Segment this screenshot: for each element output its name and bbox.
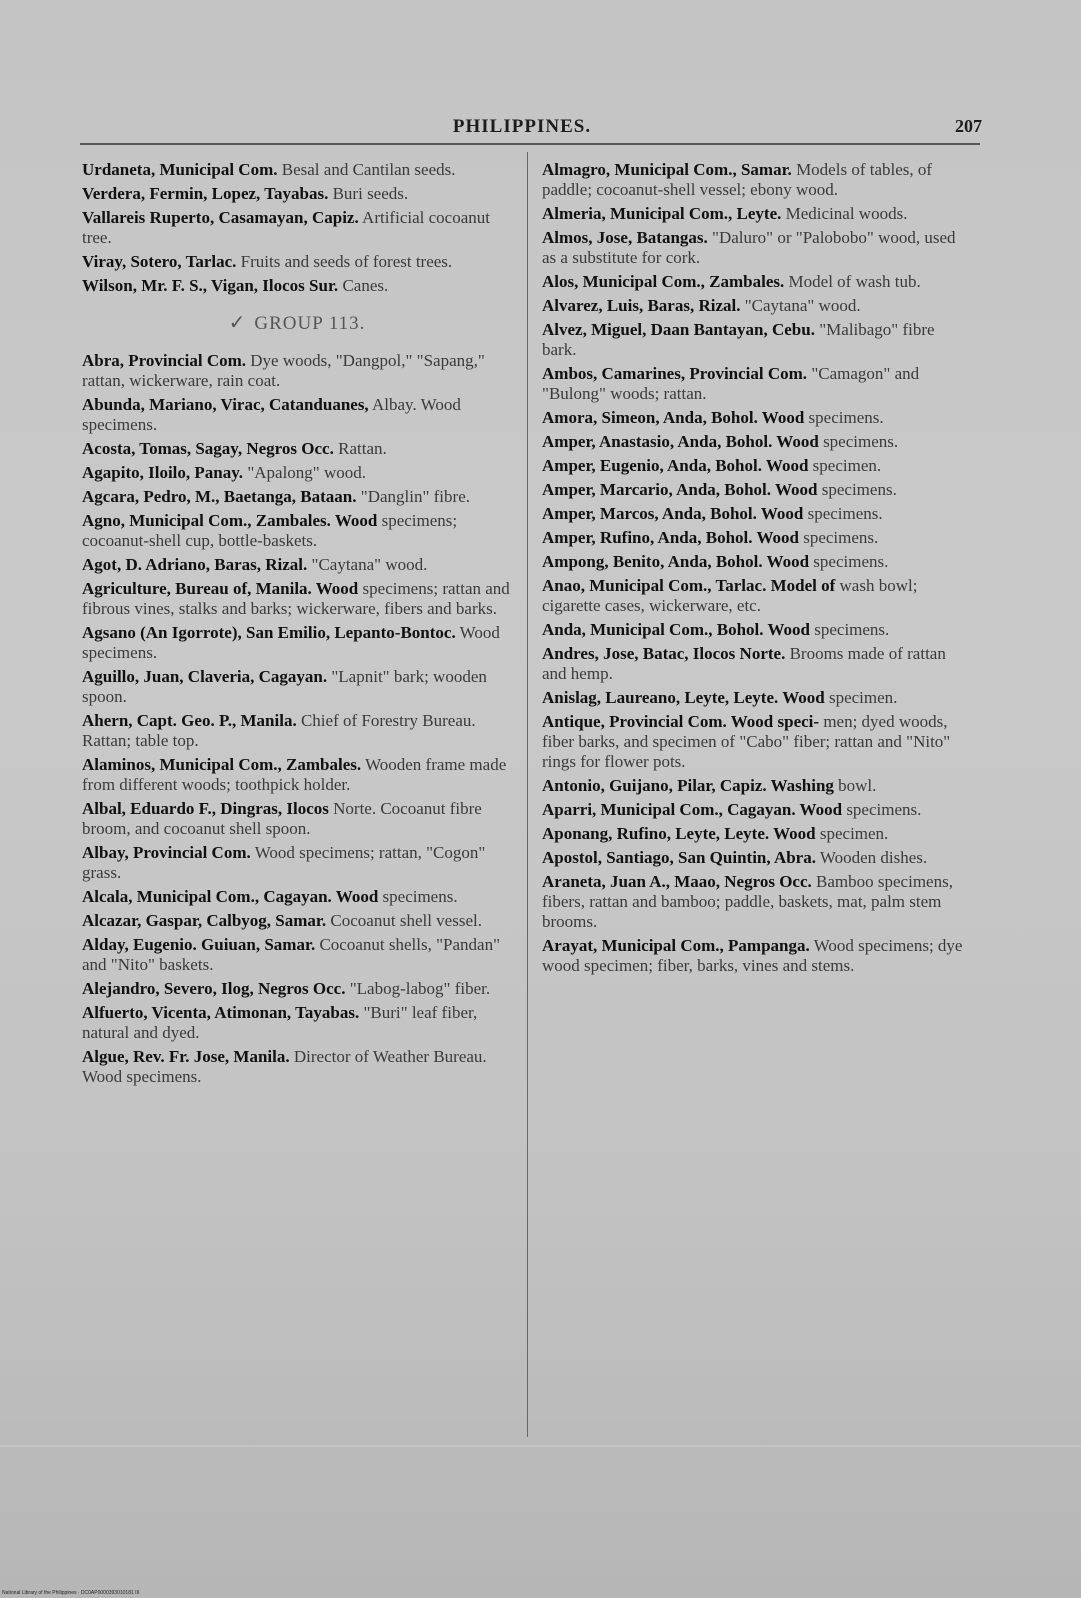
entry-description: Fruits and seeds of forest trees. xyxy=(240,252,453,271)
group-heading xyxy=(82,310,512,335)
entry-description: "Caytana" wood. xyxy=(311,555,428,574)
left-column xyxy=(82,160,512,1091)
list-item xyxy=(82,439,512,459)
entry-name: Abunda, Mariano, Virac, Catanduanes, xyxy=(82,395,369,414)
entry-name: Algue, Rev. Fr. Jose, Manila. xyxy=(82,1047,290,1066)
list-item xyxy=(82,395,512,435)
entry-name: Vallareis Ruperto, Casamayan, Capiz. xyxy=(82,208,359,227)
list-item xyxy=(542,480,972,500)
entry-description: Canes. xyxy=(342,276,389,295)
list-item xyxy=(82,667,512,707)
entry-description: "Buri" leaf fiber, natural and dyed. xyxy=(82,1003,478,1042)
list-item xyxy=(82,487,512,507)
entry-description: Bamboo specimens, fibers, rattan and bamboo; paddle, baskets, mat, palm stem brooms. xyxy=(542,872,953,931)
list-item xyxy=(542,228,972,268)
list-item xyxy=(82,579,512,619)
entry-description: specimens. xyxy=(823,432,899,451)
entry-description: bowl. xyxy=(838,776,877,795)
list-item xyxy=(542,712,972,772)
entry-description: Wood specimens; dye wood specimen; fiber, barks, vines and stems. xyxy=(542,936,963,975)
list-item xyxy=(82,911,512,931)
entry-name: Anda, Municipal Com., Bohol. Wood xyxy=(542,620,810,639)
entry-name: Alos, Municipal Com., Zambales. xyxy=(542,272,785,291)
list-item xyxy=(542,848,972,868)
entry-description: Model of wash tub. xyxy=(788,272,921,291)
list-item xyxy=(542,204,972,224)
entry-description: specimens. xyxy=(808,408,884,427)
entry-description: "Apalong" wood. xyxy=(247,463,367,482)
list-item xyxy=(82,711,512,751)
list-item xyxy=(82,843,512,883)
page-title: PHILIPPINES. xyxy=(452,116,592,137)
entry-description: Wooden dishes. xyxy=(819,848,928,867)
entry-description: Wood specimens. xyxy=(82,623,500,662)
entry-name: Verdera, Fermin, Lopez, Tayabas. xyxy=(82,184,329,203)
entry-name: Antonio, Guijano, Pilar, Capiz. Washing xyxy=(542,776,834,795)
list-item xyxy=(542,688,972,708)
list-item xyxy=(542,824,972,844)
entry-name: Alfuerto, Vicenta, Atimonan, Tayabas. xyxy=(82,1003,360,1022)
entry-name: Arayat, Municipal Com., Pampanga. xyxy=(542,936,810,955)
list-item xyxy=(82,208,512,248)
entry-name: Amper, Marcos, Anda, Bohol. Wood xyxy=(542,504,804,523)
list-item xyxy=(82,1047,512,1087)
list-item xyxy=(542,528,972,548)
list-item xyxy=(542,432,972,452)
entry-description: specimens. xyxy=(382,887,458,906)
entry-name: Almos, Jose, Batangas. xyxy=(542,228,708,247)
entry-name: Agno, Municipal Com., Zambales. Wood xyxy=(82,511,378,530)
entry-description: "Lapnit" bark; wooden spoon. xyxy=(82,667,487,706)
list-item xyxy=(82,555,512,575)
entry-name: Alvarez, Luis, Baras, Rizal. xyxy=(542,296,741,315)
list-item xyxy=(82,252,512,272)
entry-description: Wood specimens; rattan, "Cogon" grass. xyxy=(82,843,486,882)
list-item xyxy=(542,408,972,428)
list-item xyxy=(542,552,972,572)
entry-name: Amper, Rufino, Anda, Bohol. Wood xyxy=(542,528,799,547)
list-item xyxy=(82,351,512,391)
page-header xyxy=(82,116,982,144)
entry-description: Buri seeds. xyxy=(332,184,409,203)
entry-description: Norte. Cocoanut fibre broom, and cocoanut shell spoon. xyxy=(82,799,482,838)
entry-name: Amper, Anastasio, Anda, Bohol. Wood xyxy=(542,432,819,451)
entry-description: wash bowl; cigarette cases, wickerware, etc. xyxy=(542,576,918,615)
entry-description: Models of tables, of paddle; cocoanut-shell vessel; ebony wood. xyxy=(542,160,933,199)
entry-description: Brooms made of rattan and hemp. xyxy=(542,644,946,683)
list-item xyxy=(82,935,512,975)
entry-name: Alday, Eugenio. Guiuan, Samar. xyxy=(82,935,316,954)
list-item xyxy=(82,160,512,180)
entry-description: men; dyed woods, fiber barks, and specimen of "Cabo" fiber; rattan and "Nito" rings for flower pots. xyxy=(542,712,951,771)
list-item xyxy=(542,620,972,640)
entry-name: Agriculture, Bureau of, Manila. Wood xyxy=(82,579,359,598)
right-column xyxy=(542,160,972,980)
entry-description: "Caytana" wood. xyxy=(744,296,861,315)
entry-name: Andres, Jose, Batac, Ilocos Norte. xyxy=(542,644,786,663)
list-item xyxy=(82,799,512,839)
entry-name: Agapito, Iloilo, Panay. xyxy=(82,463,244,482)
list-item xyxy=(542,936,972,976)
entry-name: Apostol, Santiago, San Quintin, Abra. xyxy=(542,848,816,867)
entry-name: Almagro, Municipal Com., Samar. xyxy=(542,160,792,179)
list-item xyxy=(82,623,512,663)
list-item xyxy=(542,504,972,524)
entry-name: Alcala, Municipal Com., Cagayan. Wood xyxy=(82,887,379,906)
entry-name: Agcara, Pedro, M., Baetanga, Bataan. xyxy=(82,487,357,506)
list-item xyxy=(542,872,972,932)
list-item xyxy=(542,272,972,292)
entry-name: Anao, Municipal Com., Tarlac. Model of xyxy=(542,576,836,595)
entry-name: Alvez, Miguel, Daan Bantayan, Cebu. xyxy=(542,320,815,339)
entry-description: Dye woods, "Dangpol," "Sapang," rattan, wickerware, rain coat. xyxy=(82,351,485,390)
entry-name: Aponang, Rufino, Leyte, Leyte. Wood xyxy=(542,824,816,843)
list-item xyxy=(82,511,512,551)
list-item xyxy=(542,576,972,616)
list-item xyxy=(82,979,512,999)
bottom-band xyxy=(0,1445,1081,1447)
entry-description: specimens; cocoanut-shell cup, bottle-baskets. xyxy=(82,511,458,550)
header-rule xyxy=(80,143,980,145)
entry-name: Viray, Sotero, Tarlac. xyxy=(82,252,237,271)
entry-name: Wilson, Mr. F. S., Vigan, Ilocos Sur. xyxy=(82,276,339,295)
entry-description: "Danglin" fibre. xyxy=(360,487,470,506)
column-divider xyxy=(527,152,528,1437)
entry-name: Alcazar, Gaspar, Calbyog, Samar. xyxy=(82,911,327,930)
entry-description: Besal and Cantilan seeds. xyxy=(281,160,456,179)
entry-description: "Malibago" fibre bark. xyxy=(542,320,935,359)
entry-description: specimens. xyxy=(821,480,897,499)
entry-name: Alejandro, Severo, Ilog, Negros Occ. xyxy=(82,979,346,998)
checkmark-icon: ✓ xyxy=(228,312,247,334)
list-item xyxy=(542,296,972,316)
page-number: 207 xyxy=(955,116,982,136)
entry-name: Abra, Provincial Com. xyxy=(82,351,247,370)
entry-description: Albay. Wood specimens. xyxy=(82,395,461,434)
entry-name: Aparri, Municipal Com., Cagayan. Wood xyxy=(542,800,843,819)
entry-name: Ahern, Capt. Geo. P., Manila. xyxy=(82,711,297,730)
entry-name: Ambos, Camarines, Provincial Com. xyxy=(542,364,808,383)
list-item xyxy=(542,364,972,404)
list-item xyxy=(82,887,512,907)
entry-description: specimen. xyxy=(828,688,898,707)
entry-name: Almeria, Municipal Com., Leyte. xyxy=(542,204,782,223)
entry-name: Albal, Eduardo F., Dingras, Ilocos xyxy=(82,799,329,818)
entry-description: Wooden frame made from different woods; toothpick holder. xyxy=(82,755,507,794)
entry-name: Ampong, Benito, Anda, Bohol. Wood xyxy=(542,552,810,571)
list-item xyxy=(82,184,512,204)
entry-description: Cocoanut shells, "Pandan" and "Nito" baskets. xyxy=(82,935,501,974)
entry-name: Aguillo, Juan, Claveria, Cagayan. xyxy=(82,667,328,686)
entry-description: specimens. xyxy=(813,552,889,571)
list-item xyxy=(542,320,972,360)
entry-description: specimens. xyxy=(846,800,922,819)
entry-description: "Camagon" and "Bulong" woods; rattan. xyxy=(542,364,920,403)
entry-description: "Labog-labog" fiber. xyxy=(349,979,491,998)
entry-name: Anislag, Laureano, Leyte, Leyte. Wood xyxy=(542,688,825,707)
entry-description: specimens; rattan and fibrous vines, stalks and barks; wickerware, fibers and barks. xyxy=(82,579,510,618)
entry-name: Alaminos, Municipal Com., Zambales. xyxy=(82,755,362,774)
list-item xyxy=(542,800,972,820)
entry-name: Agot, D. Adriano, Baras, Rizal. xyxy=(82,555,308,574)
entry-description: specimen. xyxy=(812,456,882,475)
entry-description: specimens. xyxy=(814,620,890,639)
entry-name: Agsano (An Igorrote), San Emilio, Lepanto-Bontoc. xyxy=(82,623,456,642)
list-item xyxy=(542,160,972,200)
entry-description: Artificial cocoanut tree. xyxy=(82,208,490,247)
list-item xyxy=(542,456,972,476)
list-item xyxy=(82,1003,512,1043)
group-heading-text: GROUP 113. xyxy=(254,313,366,334)
entry-description: specimens. xyxy=(807,504,883,523)
list-item xyxy=(82,463,512,483)
entry-name: Antique, Provincial Com. Wood speci- xyxy=(542,712,820,731)
entry-description: Chief of Forestry Bureau. Rattan; table top. xyxy=(82,711,476,750)
entry-description: specimens. xyxy=(803,528,879,547)
entry-name: Amper, Eugenio, Anda, Bohol. Wood xyxy=(542,456,809,475)
entry-description: Medicinal woods. xyxy=(785,204,908,223)
entry-description: specimen. xyxy=(819,824,889,843)
entry-name: Urdaneta, Municipal Com. xyxy=(82,160,278,179)
entry-description: Director of Weather Bureau. Wood specimens. xyxy=(82,1047,487,1086)
footer-label: National Library of the Philippines · DC0AP0000393010181 III xyxy=(2,1590,140,1596)
entry-name: Albay, Provincial Com. xyxy=(82,843,251,862)
entry-description: Cocoanut shell vessel. xyxy=(330,911,482,930)
list-item xyxy=(82,755,512,795)
entry-name: Amora, Simeon, Anda, Bohol. Wood xyxy=(542,408,805,427)
list-item xyxy=(542,644,972,684)
entry-name: Acosta, Tomas, Sagay, Negros Occ. xyxy=(82,439,334,458)
list-item xyxy=(82,276,512,296)
entry-name: Amper, Marcario, Anda, Bohol. Wood xyxy=(542,480,818,499)
entry-description: Rattan. xyxy=(338,439,387,458)
entry-name: Araneta, Juan A., Maao, Negros Occ. xyxy=(542,872,812,891)
list-item xyxy=(542,776,972,796)
entry-description: "Daluro" or "Palobobo" wood, used as a substitute for cork. xyxy=(542,228,956,267)
